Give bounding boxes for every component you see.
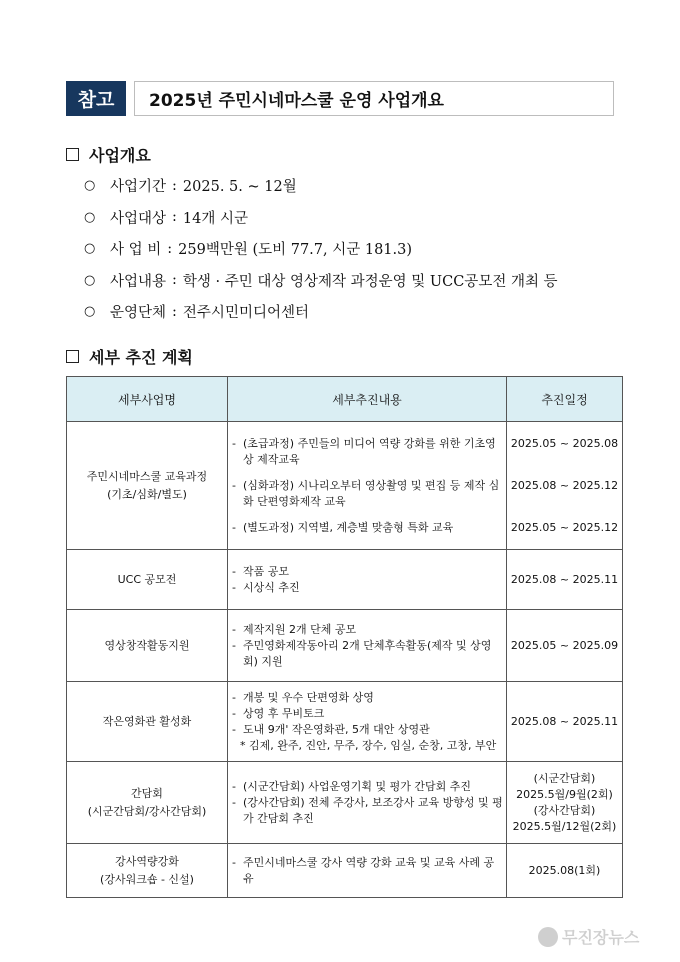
overview-item-label: 사업대상: [110, 210, 167, 227]
project-name-sub: (기초/심화/별도): [107, 487, 187, 501]
content-line: - 제작지원 2개 단체 공모: [232, 622, 357, 636]
content-line: - 시상식 추진: [232, 580, 300, 594]
circle-bullet-icon: ○: [84, 178, 96, 194]
schedule-value: 2025.08(1회): [528, 863, 601, 877]
project-name-cell: [67, 762, 228, 844]
table-row: [67, 610, 623, 682]
circle-bullet-icon: ○: [84, 304, 96, 320]
schedule-value: (강사간담회): [533, 803, 596, 817]
schedule-cell: [507, 762, 623, 844]
overview-item-value: 학생 · 주민 대상 영상제작 과정운영 및 UCC공모전 개최 등: [182, 273, 558, 290]
project-name: UCC 공모전: [117, 572, 177, 586]
overview-heading-text: 사업개요: [89, 146, 151, 165]
circle-bullet-icon: ○: [84, 241, 96, 257]
content-line: - 작품 공모: [232, 564, 290, 578]
content-line: - 도내 9개' 작은영화관, 5개 대안 상영관: [232, 722, 430, 736]
schedule-value: 2025.08 ~ 2025.11: [510, 572, 619, 586]
overview-item-label: 사 업 비: [110, 242, 162, 259]
checkbox-square-icon: [66, 148, 79, 161]
checkbox-square-icon: [66, 350, 79, 363]
overview-item-value: 259백만원 (도비 77.7, 시군 181.3): [178, 242, 413, 259]
watermark: [538, 925, 639, 948]
content-cell: [228, 610, 507, 682]
column-header: 세부사업명: [67, 377, 228, 422]
table-row: [67, 682, 623, 762]
project-name: 간담회: [131, 786, 163, 800]
plan-heading-text: 세부 추진 계획: [89, 348, 193, 367]
schedule-cell: [507, 550, 623, 610]
project-name: 영상창작활동지원: [104, 638, 190, 652]
schedule-cell: [507, 422, 623, 550]
column-header: 세부추진내용: [228, 377, 507, 422]
schedule-value: 2025.05 ~ 2025.08: [510, 436, 619, 450]
schedule-value: 2025.05 ~ 2025.12: [510, 520, 619, 534]
content-line: - 개봉 및 우수 단편영화 상영: [232, 690, 374, 704]
overview-item: ○ 사업대상 : 14개 시군: [84, 202, 644, 234]
content-cell: [228, 550, 507, 610]
content-line: - (초급과정) 주민들의 미디어 역량 강화를 위한 기초영상 제작교육: [232, 436, 496, 466]
project-name-cell: [67, 682, 228, 762]
project-name-cell: [67, 550, 228, 610]
content-cell: [228, 682, 507, 762]
circle-bullet-icon: ○: [84, 272, 96, 288]
schedule-value: 2025.5월/9월(2회): [516, 787, 613, 801]
table-row: [67, 844, 623, 898]
content-line: - (심화과정) 시나리오부터 영상촬영 및 편집 등 제작 심화 단편영화제작 교육: [232, 478, 500, 508]
project-name: 주민시네마스쿨 교육과정: [86, 469, 208, 483]
content-line: - (별도과정) 지역별, 계층별 맞춤형 특화 교육: [232, 520, 454, 534]
overview-item: ○ 사업내용 : 학생 · 주민 대상 영상제작 과정운영 및 UCC공모전 개최 등: [84, 265, 644, 297]
table-row: [67, 550, 623, 610]
project-name-sub: (강사워크숍 - 신설): [100, 872, 194, 886]
table-row: [67, 422, 623, 550]
content-line: - 상영 후 무비토크: [232, 706, 325, 720]
overview-item-label: 사업내용: [110, 273, 167, 290]
watermark-text: 무진장뉴스: [562, 928, 640, 947]
project-name-sub: (시군간담회/강사간담회): [87, 804, 207, 818]
overview-item-label: 운영단체: [110, 305, 167, 322]
overview-item: ○ 운영단체 : 전주시민미디어센터: [84, 296, 644, 328]
schedule-cell: [507, 682, 623, 762]
overview-item: ○ 사 업 비 : 259백만원 (도비 77.7, 시군 181.3): [84, 233, 644, 265]
overview-list: [84, 170, 644, 328]
plan-table: [66, 376, 623, 898]
overview-item-value: 14개 시군: [182, 210, 249, 227]
reference-badge: 참고: [66, 81, 126, 116]
project-name: 강사역량강화: [115, 854, 179, 868]
project-name-cell: [67, 422, 228, 550]
content-cell: [228, 422, 507, 550]
project-name: 작은영화관 활성화: [102, 714, 192, 728]
footnote: * 김제, 완주, 진안, 무주, 장수, 임실, 순창, 고창, 부안: [240, 738, 497, 752]
content-line: - (강사간담회) 전체 주강사, 보조강사 교육 방향성 및 평가 간담회 추진: [232, 795, 503, 825]
schedule-value: 2025.08 ~ 2025.12: [510, 478, 619, 492]
schedule-cell: [507, 610, 623, 682]
schedule-value: 2025.5월/12월(2회): [512, 819, 617, 833]
project-name-cell: [67, 610, 228, 682]
schedule-value: 2025.05 ~ 2025.09: [510, 638, 619, 652]
overview-item-value: 2025. 5. ~ 12월: [182, 179, 297, 196]
content-line: - 주민시네마스쿨 강사 역량 강화 교육 및 교육 사례 공유: [232, 855, 495, 885]
schedule-value: (시군간담회): [533, 771, 596, 785]
column-header: 추진일정: [507, 377, 623, 422]
schedule-value: 2025.08 ~ 2025.11: [510, 714, 619, 728]
watermark-logo-icon: [538, 927, 558, 947]
content-cell: [228, 762, 507, 844]
content-cell: [228, 844, 507, 898]
overview-heading: [66, 143, 151, 166]
content-line: - (시군간담회) 사업운영기획 및 평가 간담회 추진: [232, 779, 471, 793]
overview-item-label: 사업기간: [110, 179, 167, 196]
title-bar: [66, 81, 614, 116]
content-line: - 주민영화제작동아리 2개 단체후속활동(제작 및 상영회) 지원: [232, 638, 492, 668]
table-header-row: [67, 377, 623, 422]
table-row: [67, 762, 623, 844]
document-title: 2025년 주민시네마스쿨 운영 사업개요: [134, 81, 614, 116]
project-name-cell: [67, 844, 228, 898]
overview-item: ○ 사업기간 : 2025. 5. ~ 12월: [84, 170, 644, 202]
circle-bullet-icon: ○: [84, 209, 96, 225]
plan-heading: [66, 345, 193, 368]
schedule-cell: [507, 844, 623, 898]
overview-item-value: 전주시민미디어센터: [182, 305, 309, 322]
